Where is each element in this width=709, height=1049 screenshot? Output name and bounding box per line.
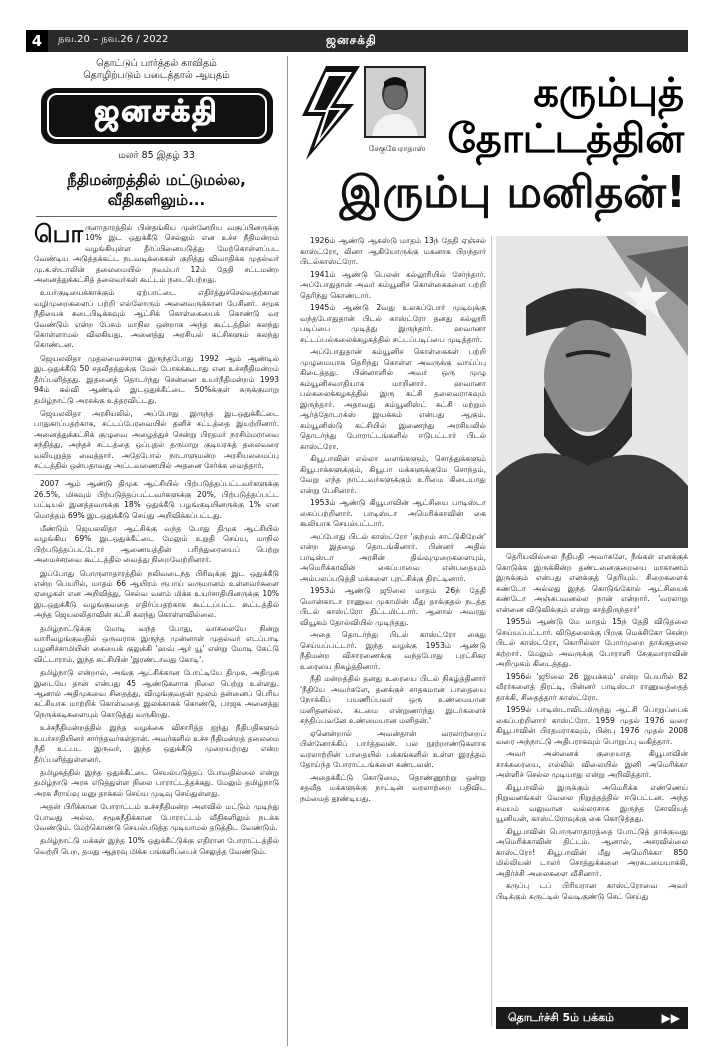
editorial-paragraph: ஜெயலலிதா அரசியலில், அப்போது இருந்த இடஒதுக்கீட்டை பாதுகாப்பதற்காக, சட்டப்பேரவையில் தனிச் சட்டத்தை இயற்றினார். அனைத்துக்கட்சிக் குழுவை அழைத்துச் சென்று பிரதமர் நரசிம்மராவை சந்தித்து, அந்தச் சட்டத்தை ஒப்புதல் தருமாறு குடியரசுத் தலைவரை வலியுறுத்த வைத்தார். அதேபோல் நாடாளுமன்ற அரசியலமைப்பு சட்டத்தில் ஒன்பதாவது அட்டவணையில் அதனை சேர்க்க வைத்தார். bbox=[34, 408, 279, 470]
article-paragraph: 1941ம் ஆண்டு பெலன் கல்லூரியில் சேர்ந்தார். அப்போதுதான் அவர் கம்யூனிச கொள்கைகளை பற்றி தெரிந்து கொண்டார். bbox=[300, 269, 486, 300]
continued-label: தொடர்ச்சி 5ம் பக்கம் bbox=[508, 1011, 614, 1024]
article-paragraph: 1956ல் 'ஜூலை 26 இயக்கம்' என்ற பெயரில் 82 வீரர்களைத் திரட்டி, பின்னர் பாடிஸ்டா ராணுவத்தைத் தாக்கி, சிதைத்தார் காஸ்ட்ரோ. bbox=[496, 671, 688, 702]
editorial-paragraph: தமிழ்நாட்டுக்கு மோடி வந்த போது, வாசலையே நின்று வாரிவழங்குவதில் ஒருவராக இருந்த முன்னாள் முதல்வர் எடப்பாடி பழனிச்சாமியின் கையைக் குலுக்கி 'ஹவ் ஆர் யூ' என்று மோடி கேட்டு விட்டாராம். இந்த கட்சியின் 'இரண்டாவது கோடி'. bbox=[34, 623, 279, 664]
article-paragraph: கியூபாவின் பொருளாதாரத்தை போட்டுத் தாக்குவது அமெரிக்காவின் திட்டம். ஆனால், அசரவில்லை காஸ்ட்ரோ! கியூபாவின் மீது அமெரிக்கா 850 மில்லியன் டாலர் சொத்துக்களை அரசுடமையாக்கி, அதிர்ச்சி அலைகளை வீசினார். bbox=[496, 826, 688, 878]
article-paragraph: நீதி மன்றத்தில் தனது உரையை பிடல் நிகழ்த்தினார் 'நீதியே அவர்களே, தனக்குச் சாதகமான பாதையை நோக்கிப் பயணிப்பவர் ஒரு உண்மையான மனிதனல்ல. கடமை என்றுணர்ந்து இடர்களைச் சந்திப்பவனே உண்மையான மனிதன்.' bbox=[300, 674, 486, 725]
editorial-paragraph: தமிழகத்தில் இந்த ஒதுக்கீட்டை செயல்படுத்தப் போவதில்லை என்று தமிழ்நாடு அரசு எடுத்துள்ள நிலை பாராட்டத்தக்கது. மேலும் தமிழ்நாடு அரசு சீராய்வு மனு தாக்கல் செய்ய முடிவு செய்துள்ளது. bbox=[34, 767, 279, 798]
article-paragraph: 1953ம் ஆண்டு கியூபாவின் ஆட்சியை பாடிஸ்டா கைப்பற்றினார். பாடிஸ்டா அமெரிக்காவின் கை கூலியாக செயல்பட்டார். bbox=[300, 498, 486, 528]
article-column-1 bbox=[300, 236, 486, 806]
volume-issue: மலர் 85 இதழ் 33 bbox=[118, 150, 195, 161]
article-paragraph: அதைக்கீட்டு கொடுமை, தொண்ணூற்று ஒன்று சதவீத மக்களுக்கு நாட்டின் வரலாற்றை பதிவிட நம்மைத் தூண்டியது. bbox=[300, 772, 486, 803]
editorial-divider bbox=[36, 216, 277, 217]
article-paragraph: 1955ம் ஆண்டு மே மாதம் 15ந் தேதி விடுதலை செய்யப்பட்டார். விடுதலைக்கு பிறகு மெக்சிகோ சென்ற பிடல் காஸ்ட்ரோ, கொரில்லா போர்முறை தாக்குதலை கற்றார். மேலும் அவருக்கு போராளி சேகுவாராவின் அறிமுகம் கிடைத்தது. bbox=[496, 617, 688, 668]
editorial-column bbox=[26, 56, 288, 1046]
article-column-2 bbox=[496, 552, 688, 904]
editorial-title-line-1: நீதிமன்றத்தில் மட்டுமல்ல, bbox=[67, 171, 246, 189]
author-name: சேகுவேராதாஸ் bbox=[368, 144, 426, 153]
headline-line-2: தோட்டத்தின் bbox=[447, 116, 684, 162]
article-paragraph: அப்போதுதான் கம்யூனிச கொள்கைகள் பற்றி முழுமையாக தெரிந்து கொள்ள அவருக்கு வாய்ப்பு கிடைத்தது. பின்னாளில் அவர் ஒரு முழு கம்யூனிசவாதியாக மாறினார். ஹவானா பல்கலைக்கழகத்தில் இரு கட்சி தலைவராகவும் இருந்தார். அதாவது கம்யூனிஸ்ட் கட்சி மற்றும் ஆர்த்தோடாக்ஸ் இயக்கம் என்பது ஆகும். கம்யூனிஸ்டு கட்சியில் இணைந்து அரசியலில் தொடர்ந்து போராட்டங்களில் ஈடுபட்டார் பிடல் காஸ்ட்ரோ. bbox=[300, 347, 486, 451]
article-paragraph: கியூபாவின் எல்லா வளங்களும், சொத்துக்களும் கியூபாக்களுக்கும், கியூபா மக்களுக்குமே சொந்தம், வேறு எந்த நாட்டவர்களுக்கும் உரிமை கிடையாது என்று பேசினார். bbox=[300, 454, 486, 495]
article-paragraph: அப்போது பிடல் காஸ்ட்ரோ 'குற்றம் சாட்டுகிறேன்' என்ற இதழை தொடங்கினார். பின்னர் அதில் பாடிஸ்டா அரசின் திவ்வுமுறைகளையும், அமெரிக்காவின் கைப்பாவை என்பதையும் அம்பலப்படுத்தி மக்களை புரட்சிக்கு திரட்டினார். bbox=[300, 531, 486, 583]
editorial-paragraph: உச்சநீதிமன்றத்தில் இந்த வழக்கை விசாரித்த ஐந்து நீதிபதிகளும் உயர்சாதியினர் சார்ந்தவர்கள்தான். அவர்களில் உச்ச நீதிமன்றத் தலைமை நீதி உட்பட இருவர், இந்த ஒதுக்கீடு முறையற்றது என்ற தீர்ப்பளித்துள்ளனர். bbox=[34, 723, 279, 764]
masthead-tagline bbox=[26, 58, 287, 82]
article-paragraph: அவர் அன்னைக் குறையாத கியூபாவின் சாக்கரையை, எல்லில் விலையில் இனி அமெரிக்கா அள்ளிச் செல்ல முடியாது என்று அறிவித்தார். bbox=[496, 749, 688, 779]
headline-line-3: இரும்பு மனிதன்! bbox=[339, 167, 686, 218]
article-paragraph: 1945ம் ஆண்டு 2வது உலகப்போர் முடிவுக்கு வந்தபோதுதான் பிடல் காஸ்ட்ரோ தனது கல்லூரி படிப்பை முடித்து இருந்தார். ஹவானா சட்டப்பல்கலைக்கழகத்தில் சட்டப்படிப்பை முடித்தார். bbox=[300, 303, 486, 344]
tagline-line-1: தொட்டுப் பார்த்தல் காவிதம் bbox=[96, 58, 217, 69]
editorial-title bbox=[26, 170, 287, 210]
editorial-paragraph: உயர்குடியைக்காக்கும் ஏற்பாட்டை எதிர்த்துச்செல்வதற்கான வழிமுறைகளைப் பற்றி எல்லோரும் அனைவருக்கான பேசினர். சமூக நீதியைக் கடைபிடிக்கவும் ஆட்சிக் கொள்கையைக் கொண்டு வர வேண்டும் என்ற பேசும் மாநில ஒன்றாக அந்த கூட்டத்தில் கலந்து கொள்ளாமல் விலகியது. அனைத்து அரசியல் கட்சிகளும் கலந்து கொண்டன. bbox=[34, 288, 279, 350]
article-paragraph: தெரியவில்லை நீதிபதி அவர்களே, நீங்கள் எனக்குக் கொடுக்க இருக்கின்ற தண்டனைகுறையை மாகாணம் இருக்கும் என்பது எனக்குத் தெரியும். சிறைகளைக் கண்டோ அல்லது இந்த கொடுங்கோல் ஆட்சியைக் கண்டோ அஞ்சுபவனல்ல நான் என்றார். 'வரலாறு என்னை விடுவிக்கும் என்று காத்திருந்தார்' bbox=[496, 552, 688, 614]
drop-cap: பொ bbox=[34, 220, 84, 248]
tagline-line-2: தொழிற்படும் படைத்தால் ஆயுதம் bbox=[83, 70, 230, 81]
article-paragraph: 1959ல் பாடிஸ்டாவிடமிருந்து ஆட்சி பொறுப்பைக் கைப்பற்றினார் காஸ்ட்ரோ. 1959 முதல் 1976 வரை கியூபாவின் பிரதமராகவும், பின்பு 1976 முதல் 2008 வரை அந்நாட்டு அதிபராகவும் பொறுப்பு வகித்தார். bbox=[496, 705, 688, 746]
page-header-strip bbox=[26, 30, 688, 52]
header-masthead: ஜனசக்தி bbox=[326, 33, 377, 47]
editorial-paragraph: இப்போது பொருளாதாரத்தில் நலிவடைந்த பிரிவுக்கு இட ஒதுக்கீடு என்ற பெயரில், மாதம் 66 ஆயிரம் ரூபாய் வருமானம் உள்ளவர்களை ஏழைகள் என அறிவித்து, செல்வ வளம் மிக்க உயர்சாதியினருக்கு 10% இடஒதுக்கீடு வழங்குவதை எதிர்ப்பதற்காக கூட்டப்பட்ட கூட்டத்தில் அந்த ஜெயலலிதாவின் கட்சி கலந்து கொள்ளவில்லை. bbox=[34, 568, 279, 620]
editorial-paragraph: தமிழ்நாடு என்றால், அங்கு ஆட்சிக்கான போட்டியே திமுக, அதிமுக இடையே தான் என்பது 45 ஆண்டுகளாக நிலை பெற்று உள்ளது. ஆனால் அதிமுகவை சிதைத்து, விழுங்குவதன் மூலம் தன்னைப் பெரிய கட்சியாக மாற்றிக் கொள்வதை இலக்காகக் கொண்டு, பாஜக அனைத்து நெருக்கடிகளையும் கொடுத்து வருகிறது. bbox=[34, 668, 279, 719]
editorial-title-line-2: வீதிகளிலும்... bbox=[107, 191, 206, 209]
masthead-title: ஜனசக்தி bbox=[94, 94, 219, 129]
chevron-right-icon: ▶▶ bbox=[661, 1011, 680, 1025]
article-paragraph: கருப்பு டப் பிரியரான காஸ்ட்ரோவை அவர் பிடிக்கும் சுருட்டில் வெடிகுண்டு செட் செய்து bbox=[496, 881, 688, 901]
editorial-paragraph: ஜெயலலிதா முதலமைச்சராக இருந்தபோது 1992 ஆம் ஆண்டில் இடஒதுக்கீடு 50 சதவீதத்துக்கு மேல் போகக்கூடாது என உச்சநீதிமன்றம் தீர்ப்பளித்தது. இதனைத் தொடர்ந்து சென்னை உயர்நீதிமன்றம் 1993 94ம் கல்வி ஆண்டில் இடஒதுக்கீட்டை 50%க்குள் சுருக்குமாறு தமிழ்நாட்டு அரசுக்கு உத்தரவிட்டது. bbox=[34, 353, 279, 405]
article-paragraph: 1926ம் ஆண்டு ஆகஸ்டு மாதம் 13ந் தேதி ஏஞ்சல் காஸ்ட்ரோ, லினா ஆகியோருக்கு மகனாக பிறந்தார் பிடல்காஸ்ட்ரோ. bbox=[300, 236, 486, 266]
rule bbox=[34, 474, 279, 475]
article-paragraph: ஏனென்றால் அவன்தான் வரலாற்றைப் பின்னோக்கிப் பார்த்தவன். பல நூற்றாண்டுகளாக வரலாற்றின் பாதையில் பக்கங்களில் உள்ள இரத்தம் தோய்ந்த போராட்டங்களை கண்டவன். bbox=[300, 728, 486, 769]
article-paragraph: கியூபாவில் இருக்கும் அமெரிக்க எண்ணெய் நிறுவனங்கள் வேலை நிறுத்தத்தில் ஈடுபட்டன. அந்த சமயம் வலுவான வல்லரசாக இருந்த சோவியத் யூனியன், காஸ்ட்ரோவுக்கு கை கொடுத்தது. bbox=[496, 782, 688, 823]
editorial-paragraph: 2007 ஆம் ஆண்டு திமுக ஆட்சியில் பிற்படுத்தப்பட்டவர்களுக்கு 26.5%, மிகவும் பிற்படுத்தப்பட்டவர்களுக்கு 20%, பிற்படுத்தப்பட்ட பட்டியல் இனத்தவருக்கு 18% ஒதுக்கீடு பழங்குடியினருக்கு 1% என மொத்தம் 69% இடஒதுக்கீடு செய்து அறிவிக்கப்பட்டது. bbox=[34, 479, 279, 520]
masthead-logo bbox=[41, 88, 273, 144]
editorial-paragraph: மீண்டும் ஜெயலலிதா ஆட்சிக்கு வந்த போது திமுக ஆட்சியில் வழங்கிய 69% இடஒதுக்கீட்டை மேலும் உறுதி செய்ய, மாநில பிற்படுத்தப்பட்டோர் ஆணையத்தின் பரிந்துரையைப் பெற்று அமைச்சரவை கூட்டத்தில் வைத்து நிறைவேற்றினார். bbox=[34, 523, 279, 565]
article-paragraph: 1953ம் ஆண்டு ஜூலை மாதம் 26ந் தேதி மொன்காடா ராணுவ முகாமின் மீது தாக்குதல் நடத்த பிடல் காஸ்ட்ரோ திட்டமிட்டார். ஆனால் அவரது வியூகம் தோல்வியில் முடிந்தது. bbox=[300, 586, 486, 627]
editorial-paragraph: அதன் பிரிக்கான போராட்டம் உச்சநீதிமன்ற அளவில் மட்டும் முடிந்து போவது அல்ல. சமூகநீதிக்கான போராட்டம் வீதிகளிலும் நடக்க வேண்டும். மேற்கொண்டு செயல்படுத்த முடியாமல் தடுத்திட வேண்டும். bbox=[34, 802, 279, 832]
issue-date: நவ.20 – நவ.26 / 2022 bbox=[58, 34, 169, 45]
editorial-paragraph: தமிழ்நாட்டு மக்கள் இந்த 10% ஒதுக்கீட்டுக்கு எதிரான போராட்டத்தில் வெற்றி பெற, தமது ஆதரவு மிக்க பங்களிப்பைச் செலுத்த வேண்டும். bbox=[34, 836, 279, 856]
headline-line-1: கரும்புத் bbox=[533, 70, 684, 116]
author-photo bbox=[364, 66, 426, 138]
article-headline bbox=[440, 70, 684, 162]
column-divider bbox=[491, 236, 492, 1026]
article-paragraph: அதை தொடர்ந்து பிடல் காஸ்ட்ரோ கைது செய்யப்பட்டார். இந்த வழக்கு 1953ம் ஆண்டு நீதிமன்ற விசாரணைக்கு வந்தபோது புரட்சிகர உரையை நிகழ்த்தினார். bbox=[300, 630, 486, 671]
page-number: 4 bbox=[26, 30, 48, 52]
editorial-paragraph: பொருளாதாரத்தில் பின்தங்கிய முன்னேறிய வகுப்பினருக்கு 10% இட ஒதுக்கீடு செல்லும் என உச்ச நீதிமன்றம் வழங்கியுள்ள தீர்ப்பினையடுத்து மேற்கொள்ளப்பட வேண்டிய அடுத்தக்கட்ட நடவடிக்கைகள் குறித்து விவாதிக்க முதல்வர் மு.க.ஸ்டாலின் தலைமையில் நவம்பர் 12ம் தேதி சட்டமன்ற அனைத்துக்கட்சித் தலைவர்கள் கூட்டம் நடைபெற்றது. bbox=[34, 220, 279, 285]
continued-banner bbox=[496, 1007, 688, 1029]
castro-photo bbox=[496, 236, 688, 548]
editorial-body bbox=[26, 220, 287, 857]
